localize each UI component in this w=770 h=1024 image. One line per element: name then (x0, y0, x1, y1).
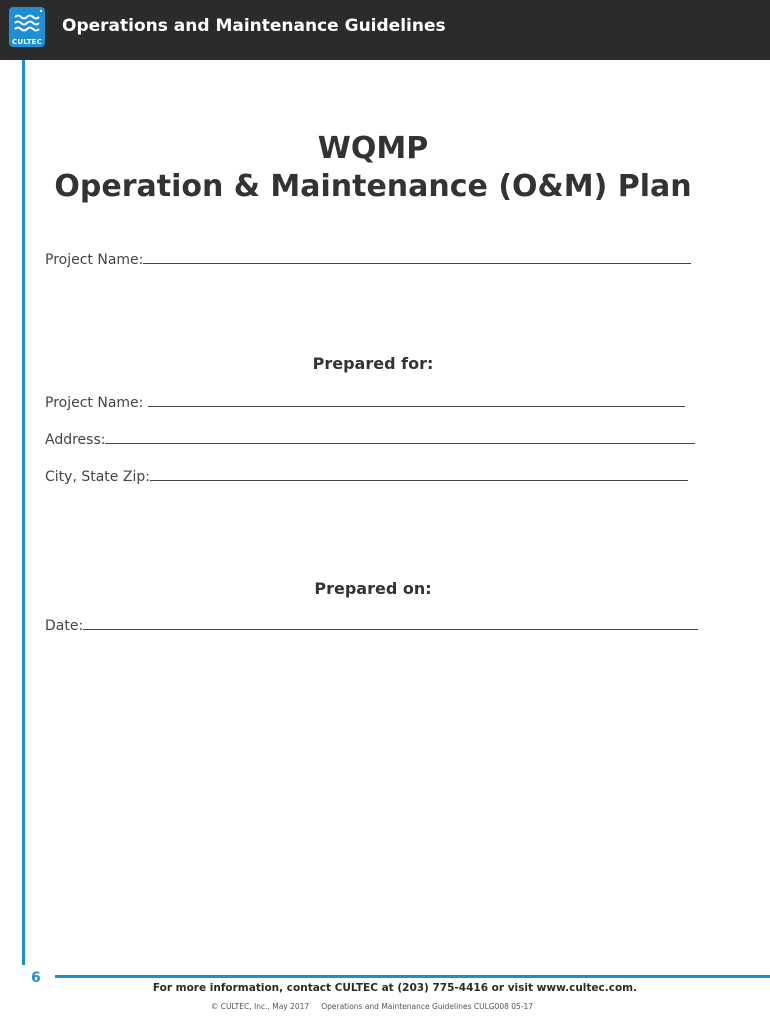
footer-copyright-line (0, 1002, 744, 1011)
date-label: Date: (45, 618, 84, 634)
project-name-field (45, 251, 691, 268)
date-field (45, 617, 698, 634)
header-bar (0, 0, 770, 60)
footer-rule (55, 975, 770, 978)
address-blank (105, 431, 695, 444)
footer-contact: For more information, contact CULTEC at (203) 775-4416 or visit www.cultec.com. (152, 982, 638, 994)
prepared-for-project-field (45, 394, 685, 411)
prepared-for-heading: Prepared for: (312, 354, 434, 373)
prepared-on-heading: Prepared on: (314, 579, 432, 598)
city-state-zip-field (45, 468, 688, 485)
project-name-blank (143, 251, 691, 264)
address-label: Address: (45, 432, 106, 448)
footer-doc-ref: Operations and Maintenance Guidelines CULG008 05-17 (321, 1002, 534, 1011)
page-number: 6 (31, 970, 41, 986)
address-field (45, 431, 695, 448)
cultec-logo (9, 7, 45, 47)
project-name-label: Project Name: (45, 252, 144, 268)
logo-text: CULTEC (11, 38, 43, 46)
prepared-for-project-blank (148, 394, 685, 407)
prepared-for-project-label: Project Name: (45, 395, 144, 411)
document-title (0, 130, 746, 206)
city-state-zip-blank (150, 468, 688, 481)
title-line-1: WQMP (317, 131, 429, 166)
title-line-2: Operation & Maintenance (O&M) Plan (54, 169, 692, 204)
city-state-zip-label: City, State Zip: (45, 469, 150, 485)
date-blank (83, 617, 698, 630)
header-title: Operations and Maintenance Guidelines (62, 16, 446, 36)
footer-copyright: © CULTEC, Inc., May 2017 (210, 1002, 310, 1011)
